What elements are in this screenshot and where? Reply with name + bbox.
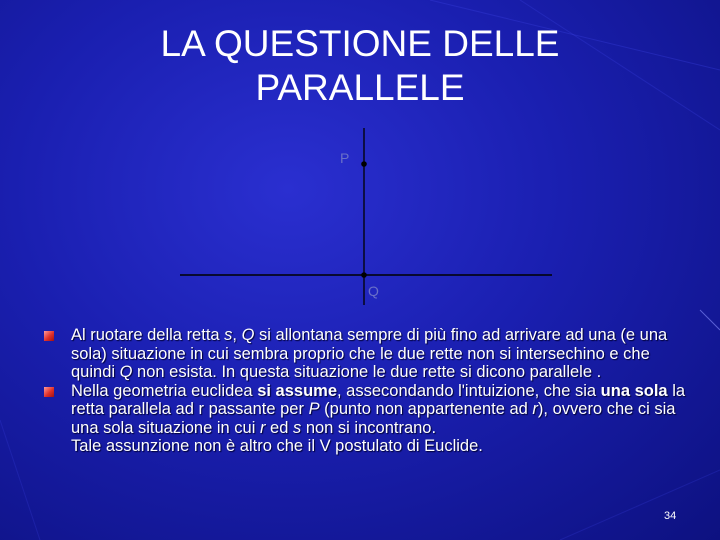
bullet-square-icon	[44, 387, 54, 397]
bullet-item-1	[44, 326, 694, 382]
point-q	[361, 272, 367, 278]
point-p	[361, 161, 367, 167]
title-line-2: PARALLELE	[255, 67, 465, 108]
bullet-item-2	[44, 382, 694, 438]
point-p-label: P	[340, 150, 350, 166]
bullet-text: Al ruotare della retta s, Q si allontana sempre di più fino ad arrivare ad una (e una sola) situazione in cui sembra proprio che le due rette non si intersechino e che quindi Q non esista. In questa situazione le due rette si dicono parallele .	[71, 326, 668, 381]
page-number: 34	[664, 510, 677, 522]
point-q-label: Q	[368, 283, 379, 299]
bullet-text: Nella geometria euclidea si assume, assecondando l'intuizione, che sia una sola la retta parallela ad r passante per P (punto non appartenente ad r), ovvero che ci sia una sola situazione in cui r ed s non si incontrano.	[71, 381, 686, 437]
bullet-square-icon	[44, 331, 54, 341]
title-line-1: LA QUESTIONE DELLE	[160, 23, 560, 64]
bullet-list	[44, 326, 694, 456]
postulate-line: Tale assunzione non è altro che il V postulato di Euclide.	[71, 437, 483, 455]
